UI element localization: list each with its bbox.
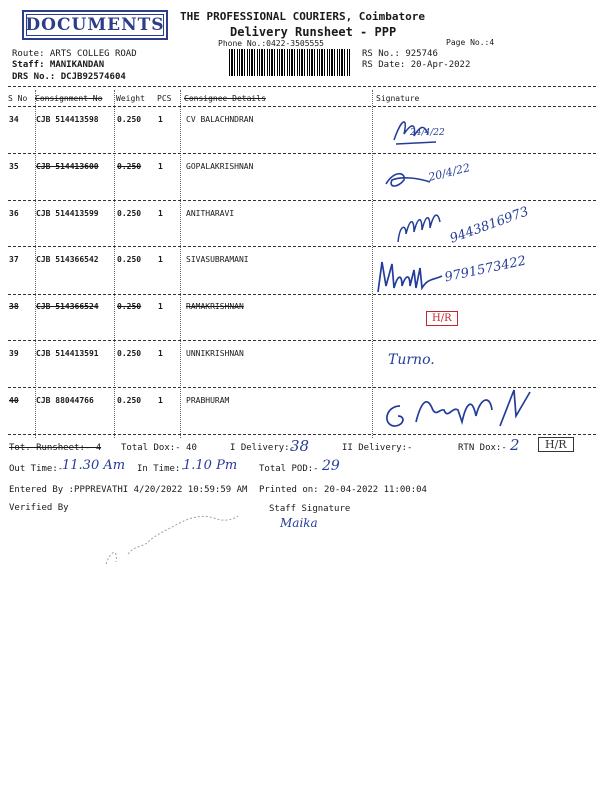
col-sno: S No: [8, 94, 28, 103]
signature: Turno.: [388, 352, 435, 368]
drs-number: DRS No.: DCJB92574604: [12, 72, 126, 82]
row-rule: [8, 153, 596, 154]
row-consignment: CJB 514413591: [36, 349, 99, 358]
route: Route: ARTS COLLEG ROAD: [12, 49, 137, 59]
header-rule: [8, 106, 596, 107]
col-weight: Weight: [116, 94, 145, 103]
row-weight: 0.250: [117, 396, 142, 405]
staff-name: Staff: MANIKANDAN: [12, 60, 105, 70]
rtn-dox-value: 2: [510, 436, 520, 454]
row-consignee: SIVASUBRAMANI: [186, 255, 249, 264]
row-sno: 37: [9, 255, 19, 264]
row-consignment: CJB 514413599: [36, 209, 99, 218]
tot-runsheet: Tot. Runsheet:- 4: [9, 443, 102, 453]
row-consignment: CJB 514366542: [36, 255, 99, 264]
row-consignee: PRABHURAM: [186, 396, 230, 405]
row-weight: 0.250: [117, 349, 142, 358]
table-bottom-rule: [8, 434, 596, 435]
col-consignee: Consignee Details: [184, 94, 266, 103]
row-consignee: GOPALAKRISHNAN: [186, 162, 254, 171]
row-weight: 0.250: [117, 209, 142, 218]
row-consignee: ANITHARAVI: [186, 209, 235, 218]
row-weight: 0.250: [117, 115, 142, 124]
total-pod-value: 29: [322, 458, 340, 474]
col-divider: [372, 90, 373, 438]
col-consignment: Consignment No: [35, 94, 103, 103]
entered-by: Entered By :PPPREVATHI 4/20/2022 10:59:59 AM: [9, 485, 248, 495]
row-weight: 0.250: [117, 255, 142, 264]
rs-date: RS Date: 20-Apr-2022: [362, 60, 471, 70]
row-rule: [8, 294, 596, 295]
row-rule: [8, 200, 596, 201]
row-pcs: 1: [158, 162, 163, 171]
row-pcs: 1: [158, 302, 163, 311]
staff-signature-label: Staff Signature: [269, 504, 351, 514]
signature-phone: 9791573422: [443, 253, 528, 286]
row-weight: 0.250: [117, 302, 142, 311]
documents-stamp: DOCUMENTS: [22, 10, 168, 40]
row-rule: [8, 246, 596, 247]
row-consignment: CJB 88044766: [36, 396, 94, 405]
col-pcs: PCS: [157, 94, 172, 103]
row-consignment: CJB 514413600: [36, 162, 99, 171]
staff-signature: Maika: [280, 516, 318, 530]
in-time-label: In Time:-: [137, 464, 186, 474]
in-time-value: 1.10 Pm: [183, 458, 238, 473]
signature: [380, 386, 550, 438]
i-delivery-value: 38: [290, 437, 310, 455]
row-weight: 0.250: [117, 162, 142, 171]
col-divider: [180, 90, 181, 438]
row-pcs: 1: [158, 209, 163, 218]
col-signature: Signature: [376, 94, 420, 103]
out-time-value: 11.30 Am: [62, 458, 126, 473]
signature-phone: 9443816973: [447, 204, 531, 247]
runsheet-subtitle: Delivery Runsheet - PPP: [230, 25, 397, 39]
i-delivery-label: I Delivery:-: [230, 443, 296, 453]
out-time-label: Out Time:-: [9, 464, 64, 474]
total-dox: Total Dox:- 40: [121, 443, 197, 453]
row-sno: 38: [9, 302, 19, 311]
verified-by: Verified By: [9, 503, 69, 513]
ii-delivery: II Delivery:-: [342, 443, 413, 453]
row-pcs: 1: [158, 115, 163, 124]
col-divider: [35, 90, 36, 438]
row-consignee: UNNIKRISHNAN: [186, 349, 244, 358]
row-rule: [8, 340, 596, 341]
company-title: THE PROFESSIONAL COURIERS, Coimbatore: [180, 10, 426, 23]
row-sno: 35: [9, 162, 19, 171]
row-sno: 39: [9, 349, 19, 358]
barcode: [229, 49, 351, 76]
phone-number: Phone No.:0422-3505555: [218, 39, 324, 48]
signature-date: 24/4/22: [410, 128, 445, 138]
row-sno: 40: [9, 396, 19, 405]
signature: [394, 204, 444, 252]
rs-number: RS No.: 925746: [362, 49, 438, 59]
row-pcs: 1: [158, 255, 163, 264]
row-consignee: CV BALACHNDRAN: [186, 115, 254, 124]
page-number: Page No.:4: [446, 38, 495, 47]
total-pod-label: Total POD:-: [259, 464, 319, 474]
row-consignment: CJB 514413598: [36, 115, 99, 124]
table-top-rule: [8, 86, 596, 87]
verifier-signature: [96, 504, 246, 578]
rtn-dox-label: RTN Dox:-: [458, 443, 507, 453]
printed-on: Printed on: 20-04-2022 11:00:04: [259, 485, 427, 495]
row-consignment: CJB 514366524: [36, 302, 99, 311]
row-consignee: RAMAKRISHNAN: [186, 302, 244, 311]
row-pcs: 1: [158, 349, 163, 358]
rtn-dox-note: H/R: [538, 437, 574, 452]
row-sno: 34: [9, 115, 19, 124]
row-pcs: 1: [158, 396, 163, 405]
row-sno: 36: [9, 209, 19, 218]
col-divider: [114, 90, 115, 438]
signature-date: 20/4/22: [427, 161, 472, 184]
return-mark: H/R: [426, 311, 458, 326]
